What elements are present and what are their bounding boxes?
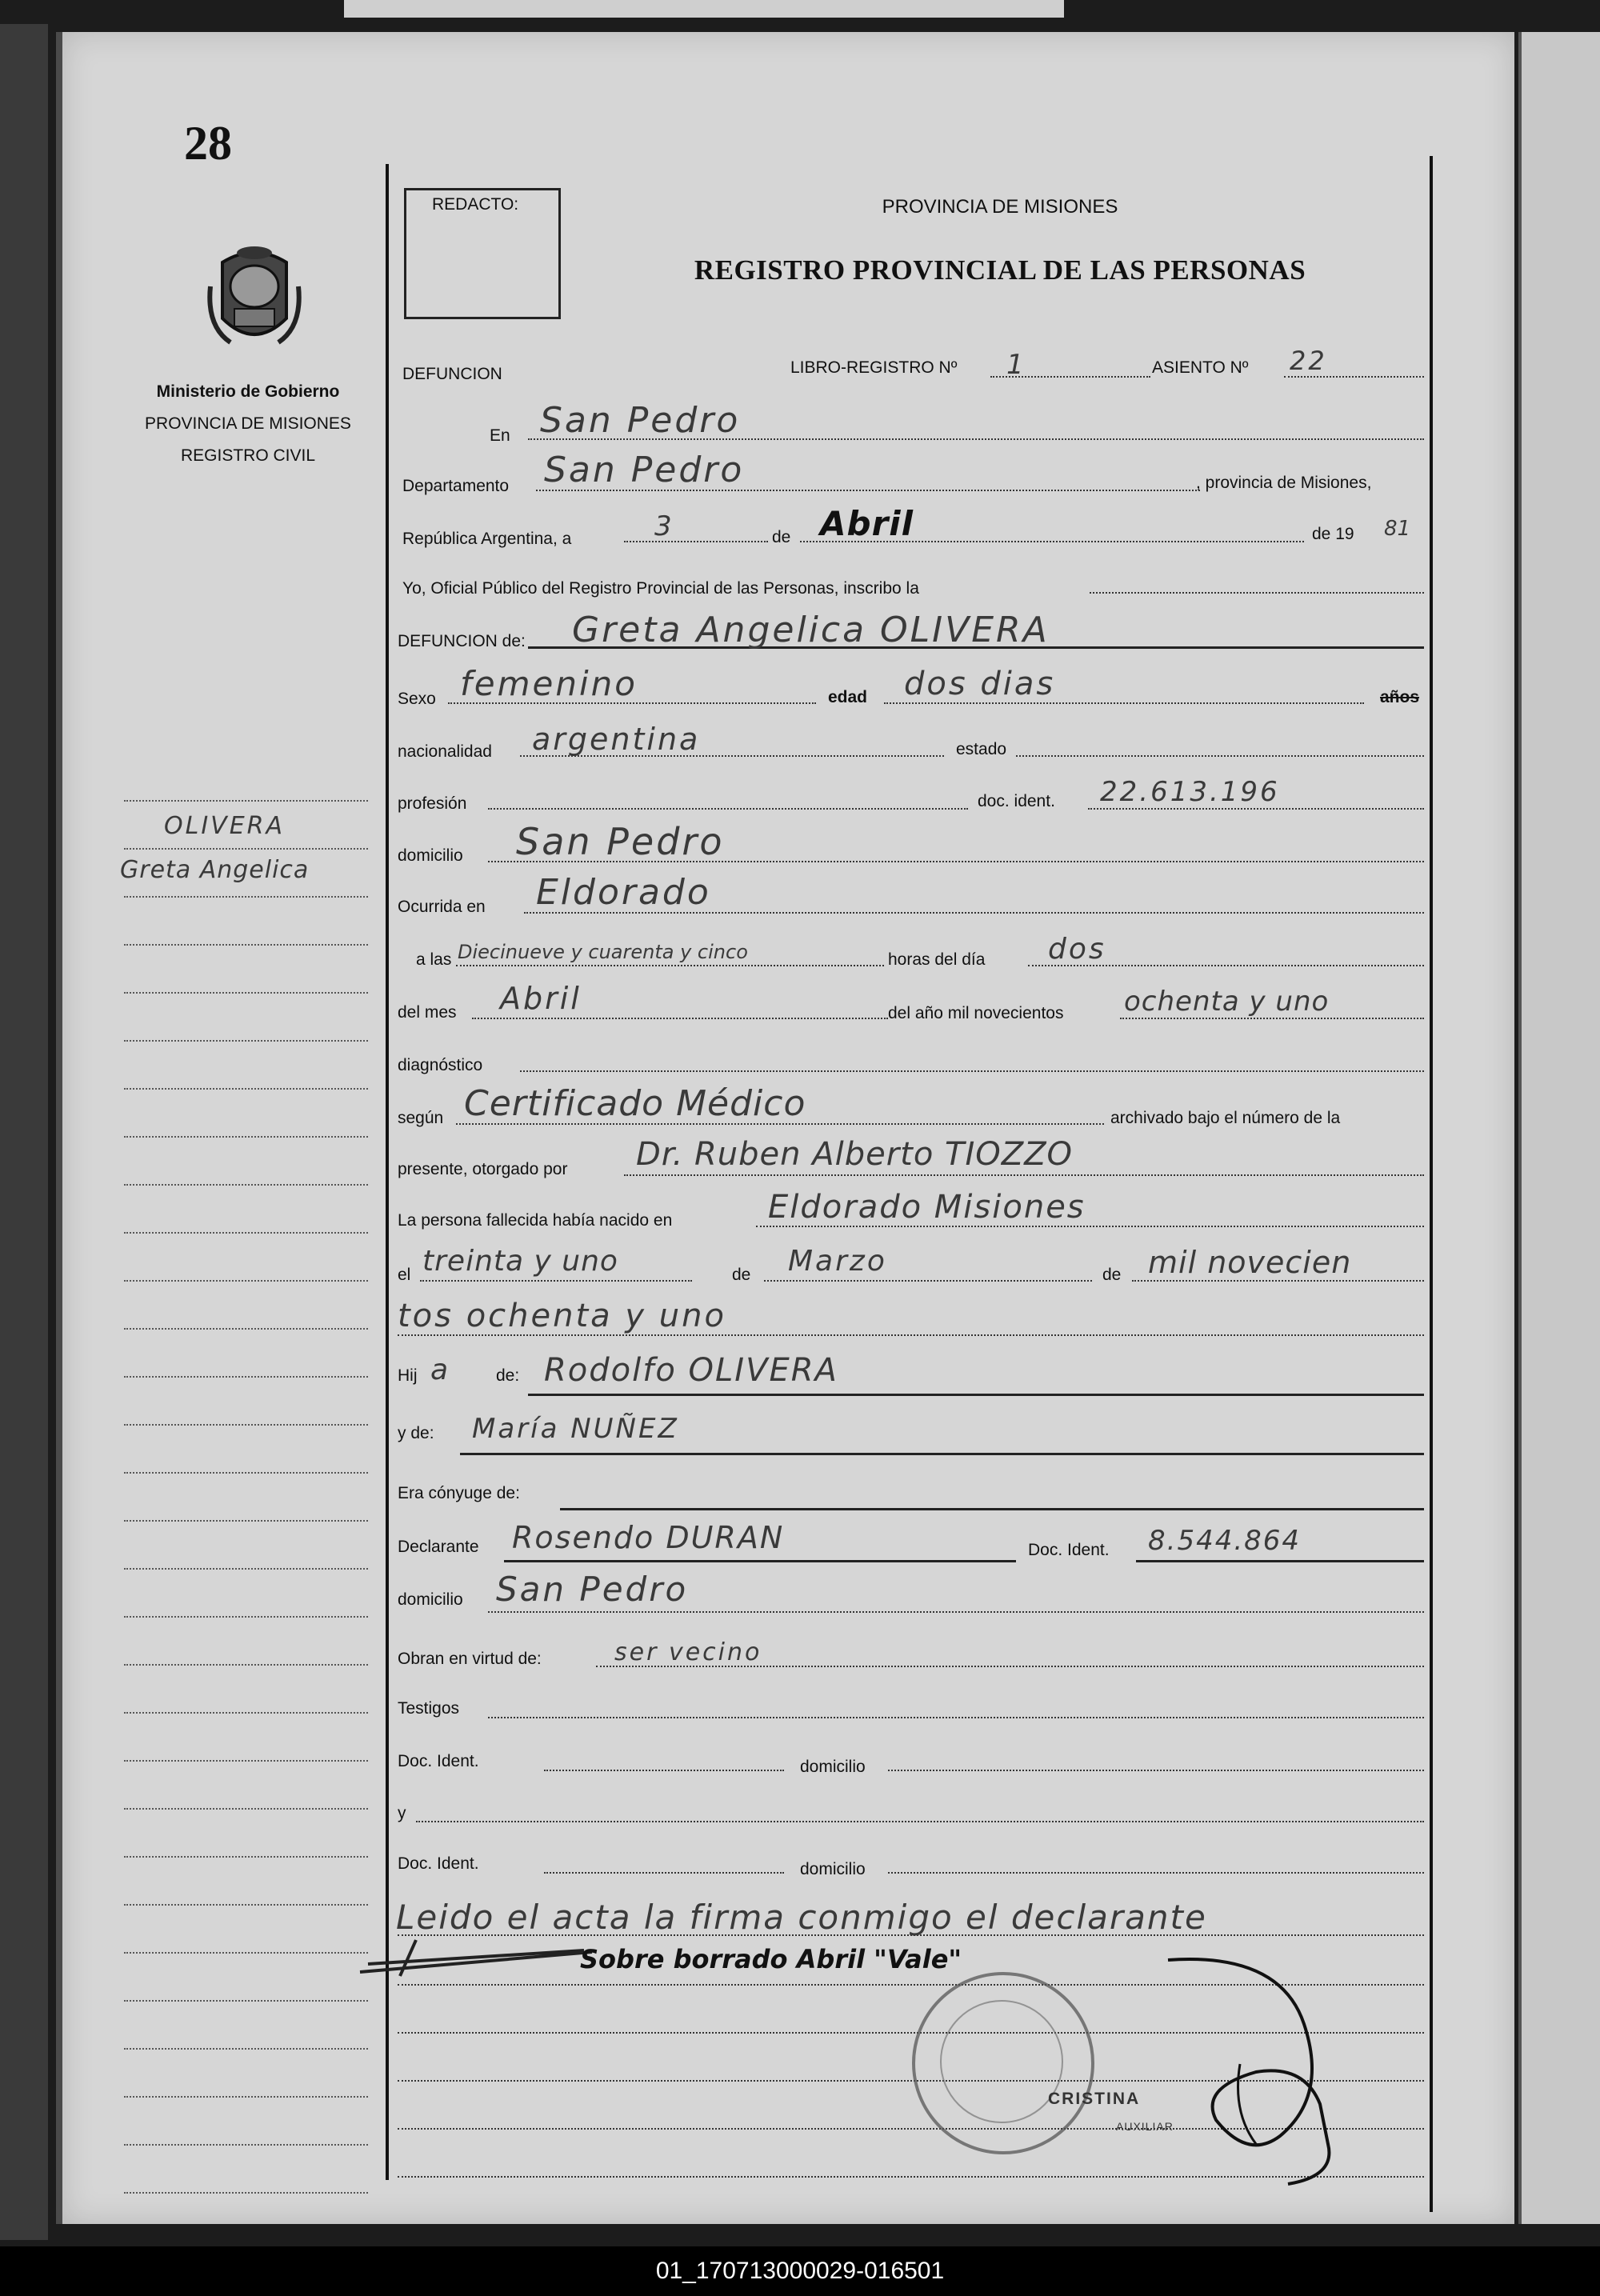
father-line <box>528 1394 1424 1396</box>
mother-line <box>460 1453 1424 1455</box>
domicilio-value: San Pedro <box>516 820 725 863</box>
margin-rule <box>124 1472 368 1474</box>
doc-ident-label: doc. ident. <box>978 792 1055 810</box>
edad-line <box>884 702 1364 704</box>
presente-value: Dr. Ruben Alberto TIOZZO <box>636 1136 1074 1173</box>
birth-year-value-1: mil novecien <box>1148 1245 1352 1280</box>
hijo-label: Hij <box>398 1366 418 1385</box>
declarante-dom-label: domicilio <box>398 1590 463 1609</box>
margin-rule <box>124 2000 368 2002</box>
margin-rule <box>124 1376 368 1378</box>
margin-rule <box>124 2192 368 2194</box>
margin-rule <box>124 1088 368 1090</box>
nacionalidad-value: argentina <box>532 722 701 757</box>
provincial-seal-icon <box>206 238 302 357</box>
ministry-name: Ministerio de Gobierno <box>156 382 340 401</box>
declarante-value: Rosendo DURAN <box>512 1520 785 1555</box>
oficial-text: Yo, Oficial Público del Registro Provincial de las Personas, inscribo la <box>402 579 919 598</box>
en-value: San Pedro <box>540 400 741 441</box>
de-label: de <box>772 528 791 546</box>
margin-rule <box>124 1184 368 1186</box>
segun-value: Certificado Médico <box>464 1083 806 1124</box>
declarante-doc-label: Doc. Ident. <box>1028 1541 1110 1559</box>
birth-year-line <box>1132 1280 1424 1282</box>
testigo1-dom-line <box>888 1770 1424 1771</box>
en-label: En <box>490 426 510 445</box>
testigos-line <box>488 1717 1424 1718</box>
book-binding <box>0 24 48 2240</box>
birth-month-value: Marzo <box>788 1245 887 1278</box>
dia-value: dos <box>1048 933 1106 966</box>
diagnostico-line <box>520 1070 1424 1072</box>
strikethrough-scribble <box>352 1928 608 1984</box>
margin-rule <box>124 1328 368 1330</box>
nacido-label: La persona fallecida había nacido en <box>398 1211 673 1230</box>
day-line <box>624 541 768 542</box>
margin-rule <box>124 944 368 946</box>
stamp-name: CRISTINA <box>1048 2090 1141 2108</box>
page-number: 28 <box>184 117 232 170</box>
month-value: Abril <box>820 504 914 543</box>
estado-line <box>1016 755 1424 757</box>
testigos-label: Testigos <box>398 1699 460 1718</box>
margin-rule <box>124 1424 368 1426</box>
margin-rule <box>124 1712 368 1714</box>
margin-rule <box>124 1520 368 1522</box>
birth-year-value-2: tos ochenta y uno <box>398 1298 726 1334</box>
margin-given-names: Greta Angelica <box>120 856 310 884</box>
birth-day-line <box>420 1280 692 1282</box>
margin-rule <box>124 2144 368 2146</box>
margin-rule <box>124 1952 368 1954</box>
a-las-line <box>456 965 884 966</box>
testigo2-doc-label: Doc. Ident. <box>398 1854 479 1873</box>
sexo-label: Sexo <box>398 690 436 708</box>
profesion-line <box>488 808 968 810</box>
testigo1-doc-label: Doc. Ident. <box>398 1752 479 1770</box>
day-value: 3 <box>654 510 674 542</box>
father-value: Rodolfo OLIVERA <box>544 1352 838 1389</box>
margin-rule <box>124 1808 368 1810</box>
y-de-label: y de: <box>398 1424 434 1442</box>
margin-rule <box>124 896 368 898</box>
departamento-value: San Pedro <box>544 450 745 490</box>
asiento-line <box>1284 376 1424 378</box>
el-label: el <box>398 1266 411 1284</box>
declarante-label: Declarante <box>398 1538 479 1556</box>
margin-rule <box>124 1568 368 1570</box>
presente-line <box>624 1174 1424 1176</box>
nacido-line <box>756 1226 1424 1227</box>
obran-value: ser vecino <box>614 1638 762 1666</box>
record-type: DEFUNCION <box>402 365 502 383</box>
provincia-suffix: , provincia de Misiones, <box>1196 474 1372 492</box>
margin-rule <box>124 1280 368 1282</box>
deceased-name: Greta Angelica OLIVERA <box>572 610 1050 650</box>
republica-label: República Argentina, a <box>402 530 572 548</box>
ocurrida-label: Ocurrida en <box>398 898 486 916</box>
margin-rule <box>124 800 368 802</box>
birth-de-label: de <box>732 1266 751 1284</box>
hijo-suffix: a <box>430 1354 451 1386</box>
birth-day-value: treinta y uno <box>422 1245 618 1278</box>
ministry-province: PROVINCIA DE MISIONES <box>145 414 351 433</box>
form-right-border <box>1430 156 1433 2212</box>
obran-label: Obran en virtud de: <box>398 1650 542 1668</box>
margin-rule <box>124 2048 368 2050</box>
a-las-value: Diecinueve y cuarenta y cinco <box>458 941 748 963</box>
testigo2-dom-line <box>888 1872 1424 1874</box>
previous-page-edge <box>344 0 1064 18</box>
birth-year-cont-line <box>398 1334 1424 1336</box>
birth-de2-label: de <box>1102 1266 1122 1284</box>
declarante-dom-value: San Pedro <box>496 1570 689 1609</box>
declarante-dom-line <box>488 1611 1424 1613</box>
hijo-de-label: de: <box>496 1366 520 1385</box>
stamp-role: AUXILIAR <box>1116 2120 1174 2133</box>
testigo2-line <box>416 1821 1424 1822</box>
oficial-line <box>1090 592 1424 594</box>
conyuge-line <box>560 1508 1424 1510</box>
edad-value: dos dias <box>904 666 1056 702</box>
mes-value: Abril <box>500 981 582 1016</box>
mes-line <box>472 1018 888 1019</box>
presente-label: presente, otorgado por <box>398 1160 568 1178</box>
libro-value: 1 <box>1006 349 1026 381</box>
mother-value: María NUÑEZ <box>472 1413 679 1445</box>
facing-page-edge <box>1518 32 1600 2224</box>
birth-month-line <box>764 1280 1092 1282</box>
nacionalidad-label: nacionalidad <box>398 742 492 761</box>
diagnostico-label: diagnóstico <box>398 1056 483 1074</box>
anio-value: ochenta y uno <box>1124 986 1330 1018</box>
margin-rule <box>124 1136 368 1138</box>
form-left-border <box>386 164 389 2180</box>
margin-rule <box>124 1856 368 1858</box>
sexo-value: femenino <box>460 664 638 703</box>
margin-surname: OLIVERA <box>164 812 286 840</box>
margin-rule <box>124 1616 368 1618</box>
domicilio-label: domicilio <box>398 846 463 865</box>
profesion-label: profesión <box>398 794 467 813</box>
official-signature <box>1120 1952 1384 2192</box>
horas-label: horas del día <box>888 950 986 969</box>
segun-label: según <box>398 1109 444 1127</box>
anio-label: del año mil novecientos <box>888 1004 1064 1022</box>
margin-rule <box>124 1040 368 1042</box>
margin-rule <box>124 2096 368 2098</box>
declarante-doc-value: 8.544.864 <box>1148 1525 1302 1557</box>
anos-label: años <box>1380 688 1420 706</box>
declarante-line <box>504 1560 1016 1562</box>
margin-rule <box>124 1664 368 1666</box>
correction-note: Sobre borrado Abril "Vale" <box>580 1944 962 1974</box>
nacido-value: Eldorado Misiones <box>768 1189 1086 1226</box>
form-province: PROVINCIA DE MISIONES <box>882 196 1118 218</box>
declarante-doc-line <box>1136 1560 1424 1562</box>
asiento-value: 22 <box>1290 346 1327 376</box>
registry-title: REGISTRO PROVINCIAL DE LAS PERSONAS <box>694 254 1306 286</box>
ministry-office: REGISTRO CIVIL <box>180 446 316 465</box>
margin-rule <box>124 1760 368 1762</box>
redacto-label: REDACTO: <box>432 195 519 214</box>
year-prefix-label: de 19 <box>1312 525 1354 543</box>
conyuge-label: Era cónyuge de: <box>398 1484 520 1502</box>
margin-rule <box>124 992 368 994</box>
estado-label: estado <box>956 740 1007 758</box>
year-value: 81 <box>1384 517 1411 541</box>
doc-ident-line <box>1088 808 1424 810</box>
edad-label: edad <box>828 688 868 706</box>
anio-line <box>1120 1018 1424 1019</box>
margin-rule <box>124 1232 368 1234</box>
doc-ident-value: 22.613.196 <box>1100 776 1280 808</box>
libro-label: LIBRO-REGISTRO Nº <box>790 358 958 377</box>
ocurrida-value: Eldorado <box>536 872 711 913</box>
closing-line: Leido el acta la firma conmigo el declarante <box>396 1898 1207 1937</box>
testigo2-dom-label: domicilio <box>800 1860 866 1878</box>
margin-rule <box>124 848 368 850</box>
defuncion-de-label: DEFUNCION de: <box>398 632 526 650</box>
image-id-caption: 01_170713000029-016501 <box>655 2258 945 2284</box>
testigo2-doc-line <box>544 1872 784 1874</box>
y-label: y <box>398 1804 406 1822</box>
margin-rule <box>124 1904 368 1906</box>
del-mes-label: del mes <box>398 1003 457 1022</box>
testigo1-dom-label: domicilio <box>800 1758 866 1776</box>
asiento-label: ASIENTO Nº <box>1152 358 1249 377</box>
departamento-label: Departamento <box>402 477 510 495</box>
a-las-label: a las <box>416 950 452 969</box>
testigo1-doc-line <box>544 1770 784 1771</box>
official-stamp-inner-ring <box>940 2000 1063 2123</box>
archivado-label: archivado bajo el número de la <box>1110 1109 1341 1127</box>
ministry-block <box>120 376 376 472</box>
